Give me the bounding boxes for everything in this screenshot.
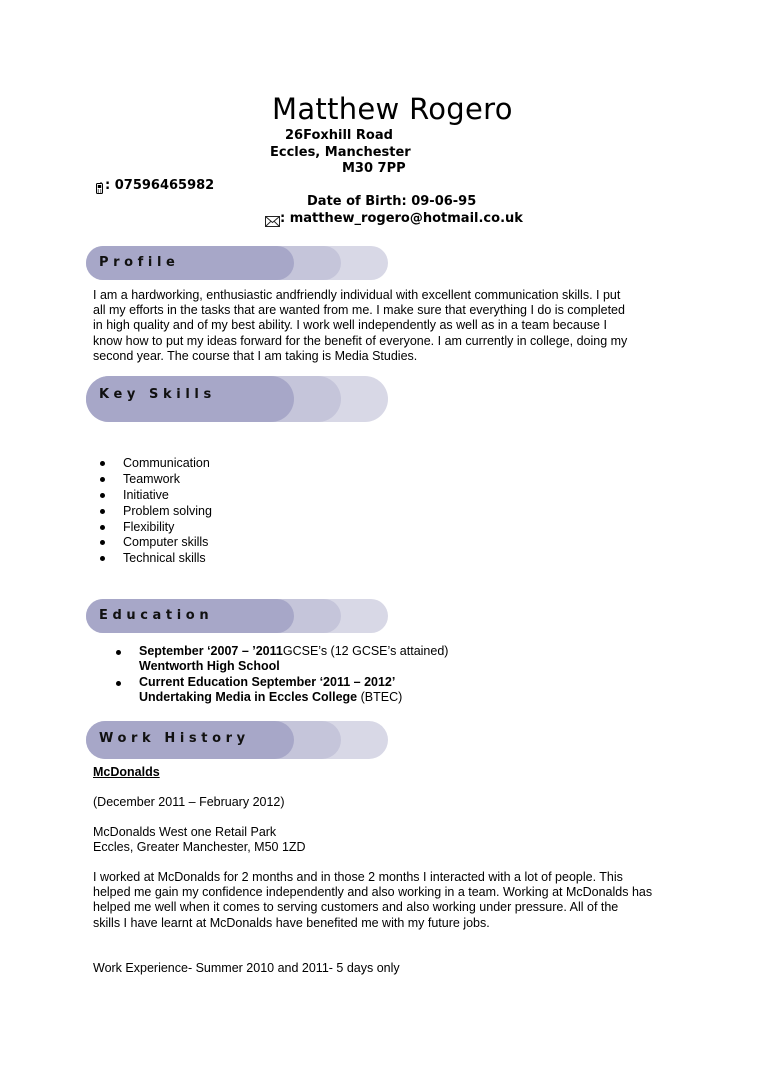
bullet-icon <box>100 461 105 466</box>
address-line-1: 26Foxhill Road <box>285 128 393 143</box>
employment-dates: (December 2011 – February 2012) <box>93 795 285 809</box>
skill-label: Flexibility <box>123 519 175 534</box>
education-school: Wentworth High School <box>139 659 280 674</box>
skill-label: Problem solving <box>123 503 212 518</box>
skill-label: Communication <box>123 456 210 470</box>
postcode: M30 7PP <box>342 161 406 176</box>
work-description <box>93 870 693 931</box>
skill-label: Teamwork <box>123 471 180 486</box>
address-line-2: Eccles, Manchester <box>270 145 411 160</box>
education-section-heading <box>86 599 388 633</box>
bullet-icon <box>100 540 105 545</box>
bullet-icon <box>100 477 105 482</box>
employer-location-line-2: Eccles, Greater Manchester, M50 1ZD <box>93 840 306 854</box>
work-description-line: skills I have learnt at McDonalds have benefited me with my future jobs. <box>93 915 490 930</box>
list-item <box>115 675 448 706</box>
skill-label: Computer skills <box>123 535 209 550</box>
profile-section-heading <box>86 246 388 280</box>
profile-heading-label: Profile <box>99 255 180 270</box>
work-description-line: helped me well when it comes to serving customers and also working under pressure. All of the <box>93 900 619 915</box>
work-history-section-heading <box>86 721 388 759</box>
work-experience-line: Work Experience- Summer 2010 and 2011- 5 days only <box>93 961 400 975</box>
skill-label: Technical skills <box>123 551 206 566</box>
education-dates: September ‘2007 – ’2011 <box>139 644 283 658</box>
current-education-type: (BTEC) <box>357 690 403 705</box>
current-education-dates: Current Education September ‘2011 – 2012’ <box>139 674 396 689</box>
work-description-line: helped me gain my confidence independently and also working in a team. Working at McDonalds has <box>93 885 653 900</box>
list-item <box>115 644 448 675</box>
education-qualification: GCSE’s (12 GCSE’s attained) <box>282 644 449 658</box>
profile-text <box>93 288 693 364</box>
key-skills-heading-label: Key Skills <box>99 387 216 402</box>
date-of-birth: Date of Birth: 09-06-95 <box>307 194 477 209</box>
bullet-icon <box>116 681 121 686</box>
bullet-icon <box>100 493 105 498</box>
skill-label: Initiative <box>123 487 169 502</box>
profile-line: I am a hardworking, enthusiastic andfriendly individual with excellent communication skills. I put <box>93 288 621 302</box>
profile-line: in high quality and of my best ability. I work well independently as well as in a team because I <box>93 318 607 333</box>
bullet-icon <box>100 525 105 530</box>
education-list <box>115 644 448 706</box>
employer-location-line-1: McDonalds West one Retail Park <box>93 825 277 839</box>
candidate-name: Matthew Rogero <box>272 92 513 126</box>
envelope-icon <box>265 212 280 223</box>
bullet-icon <box>100 556 105 561</box>
phone-number: : 07596465982 <box>105 178 215 193</box>
work-history-heading-label: Work History <box>99 731 250 746</box>
profile-line: second year. The course that I am taking is Media Studies. <box>93 348 418 363</box>
employer-name: McDonalds <box>93 765 160 779</box>
bullet-icon <box>100 509 105 514</box>
key-skills-section-heading <box>86 376 388 422</box>
bullet-icon <box>116 650 121 655</box>
mobile-phone-icon <box>96 179 103 191</box>
work-description-line: I worked at McDonalds for 2 months and in those 2 months I interacted with a lot of people. This <box>93 870 623 884</box>
email-address: : matthew_rogero@hotmail.co.uk <box>280 211 523 226</box>
profile-line: know how to put my ideas forward for the benefit of everyone. I am currently in college, doing my <box>93 333 628 348</box>
current-education-course: Undertaking Media in Eccles College <box>139 690 358 705</box>
education-heading-label: Education <box>99 608 214 623</box>
profile-line: all my efforts in the tasks that are wanted from me. I make sure that everything I do is completed <box>93 303 625 318</box>
